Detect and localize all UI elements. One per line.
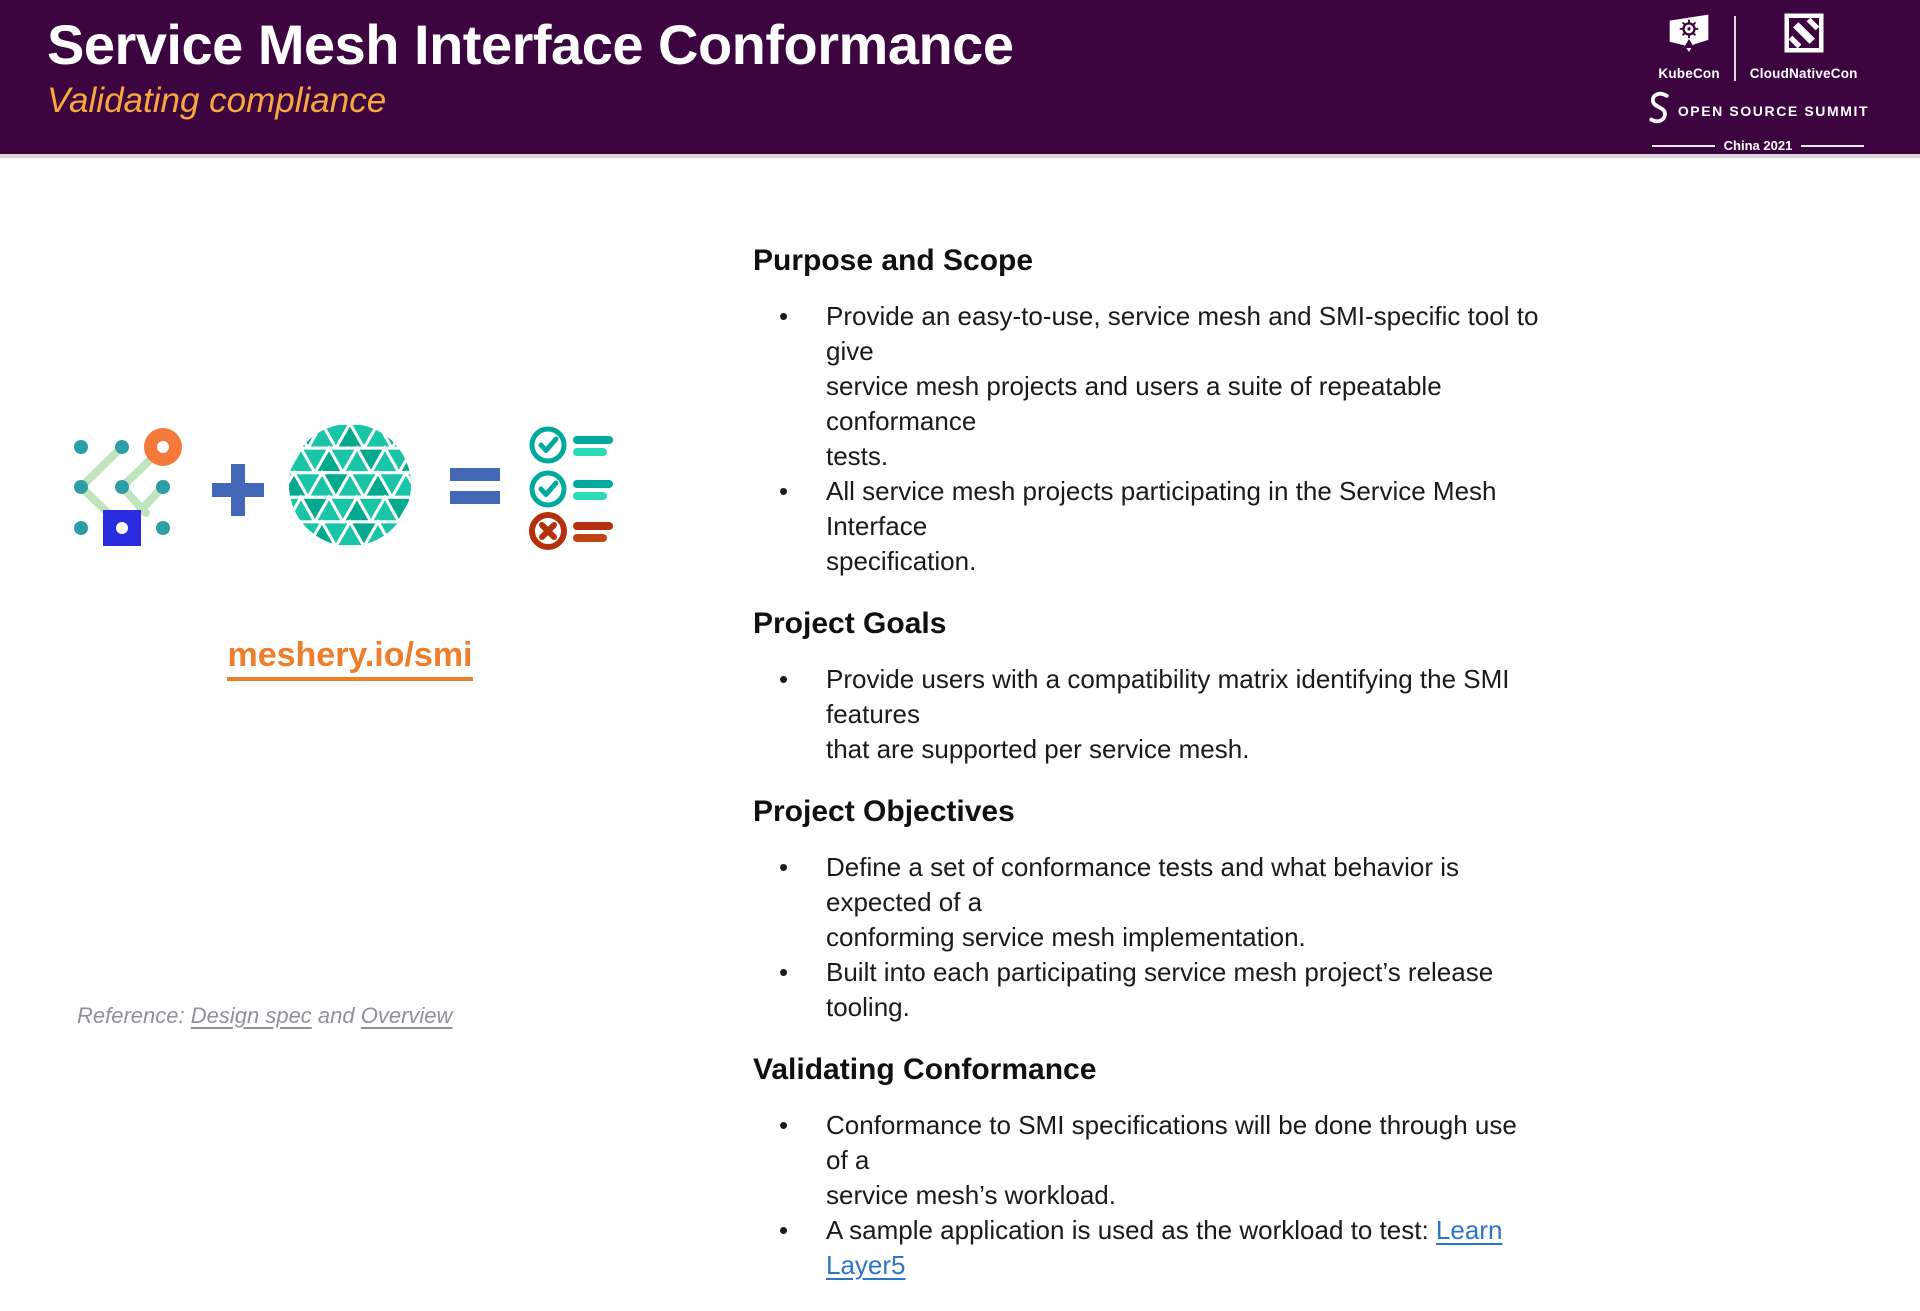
- meshery-link-label: meshery.io/smi: [227, 636, 472, 681]
- layer5-node-graph-icon: [66, 420, 186, 559]
- bullet-line: service mesh’s workload.: [826, 1180, 1116, 1210]
- overview-link[interactable]: Overview: [360, 1003, 453, 1028]
- bullet-item: [753, 1108, 1543, 1213]
- conformance-checklist-icon: [526, 422, 618, 555]
- kubecon-cloudnativecon-lockup: [1652, 12, 1864, 81]
- content-sections: [753, 244, 1543, 1311]
- bullet-item: [753, 474, 1543, 579]
- bullet-line: service mesh projects and users a suite of repeatable conformance: [826, 371, 1442, 436]
- bullet-line: All service mesh projects participating in the Service Mesh Interface: [826, 476, 1497, 541]
- section-bullet-list: [753, 662, 1543, 767]
- event-edition-row: [1652, 138, 1864, 153]
- equals-icon: [450, 468, 500, 509]
- bullet-item: [753, 299, 1543, 474]
- page-subtitle: Validating compliance: [47, 80, 387, 120]
- event-logo-block: [1652, 12, 1870, 153]
- bullet-item: [753, 662, 1543, 767]
- section-heading: Purpose and Scope: [753, 244, 1034, 277]
- bullet-line: Conformance to SMI specifications will be done through use of a: [826, 1110, 1517, 1175]
- slide-header: [0, 0, 1920, 158]
- bullet-line: tests.: [826, 441, 889, 471]
- kubecon-helm-flag-icon: [1666, 12, 1712, 59]
- section-heading: Project Goals: [753, 607, 947, 640]
- design-spec-link[interactable]: Design spec: [190, 1003, 312, 1028]
- equation-graphic: [0, 158, 740, 1080]
- cloudnativecon-label: CloudNativeCon: [1749, 66, 1858, 81]
- bullet-item: [753, 955, 1543, 1025]
- section-heading: Validating Conformance: [753, 1053, 1097, 1086]
- meshery-link[interactable]: [168, 636, 532, 675]
- bullet-item: [753, 850, 1543, 955]
- bullet-line: Built into each participating service mesh project’s release tooling.: [826, 957, 1494, 1022]
- event-edition-label: China 2021: [1723, 138, 1793, 153]
- section-bullet-list: [753, 850, 1543, 1025]
- bullet-line: A sample application is used as the workload to test:: [826, 1215, 1429, 1245]
- reference-separator: and: [311, 1003, 361, 1028]
- reference-note: [77, 1003, 452, 1029]
- title-block: [47, 13, 1014, 121]
- bullet-line: Provide users with a compatibility matrix identifying the SMI features: [826, 664, 1510, 729]
- bullet-line: Provide an easy-to-use, service mesh and SMI-specific tool to give: [826, 301, 1539, 366]
- kubecon-column: [1658, 12, 1719, 81]
- bullet-line: Define a set of conformance tests and what behavior is expected of a: [826, 852, 1460, 917]
- smi-mesh-sphere-icon: [288, 423, 412, 552]
- section-bullet-list: [753, 299, 1543, 579]
- edition-line-right: [1801, 145, 1864, 147]
- kubecon-label: KubeCon: [1658, 66, 1720, 81]
- cloudnativecon-column: [1750, 12, 1858, 81]
- page-title: Service Mesh Interface Conformance: [47, 13, 1014, 76]
- bullet-item: [753, 1213, 1543, 1283]
- section-bullet-list: [753, 1108, 1543, 1283]
- bullet-line: specification.: [826, 546, 977, 576]
- reference-prefix: Reference:: [77, 1003, 191, 1028]
- section-heading: Project Objectives: [753, 795, 1015, 828]
- lockup-divider: [1734, 16, 1736, 81]
- open-source-summit-label: OPEN SOURCE SUMMIT: [1677, 102, 1870, 119]
- plus-icon: [212, 464, 264, 521]
- edition-line-left: [1652, 145, 1715, 147]
- bullet-line: that are supported per service mesh.: [826, 734, 1250, 764]
- learn-layer5-link[interactable]: Learn Layer5: [826, 1215, 1503, 1280]
- cloudnativecon-cube-icon: [1783, 12, 1825, 59]
- open-source-summit-s-icon: [1647, 90, 1671, 131]
- bullet-line: conforming service mesh implementation.: [826, 922, 1306, 952]
- open-source-summit-row: [1652, 90, 1870, 131]
